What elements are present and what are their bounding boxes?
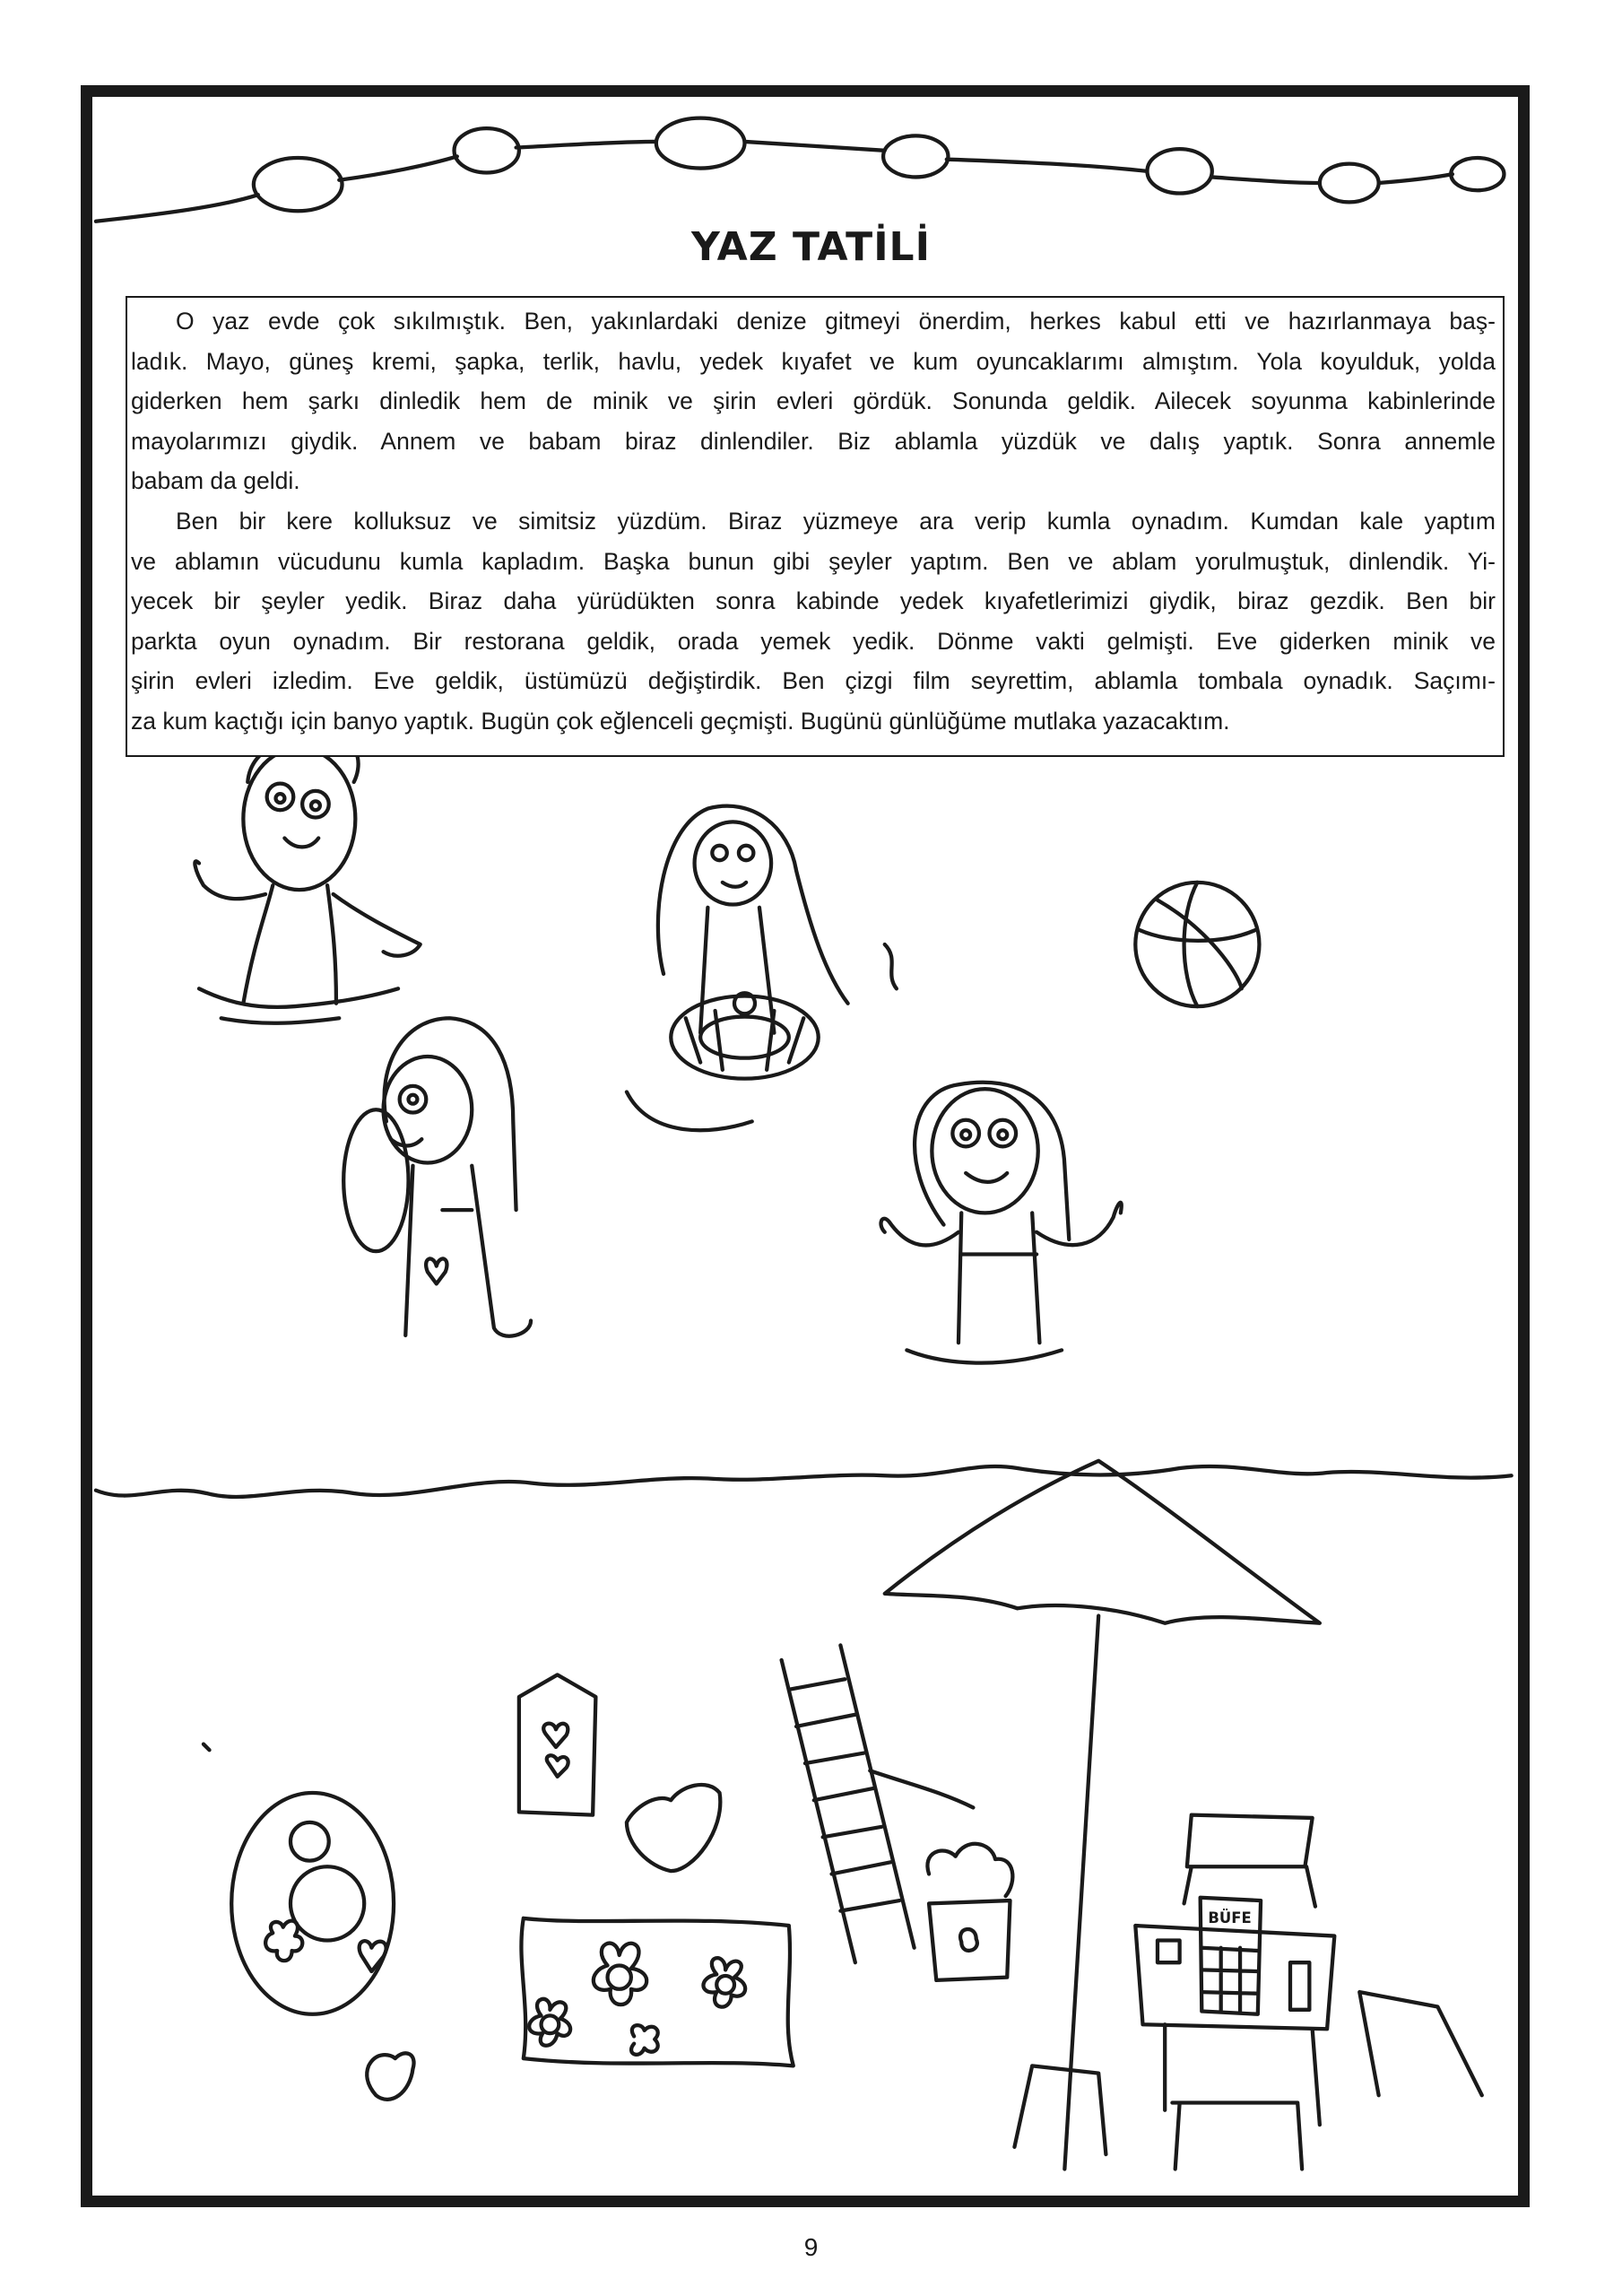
swimmer-girl-waving-drawing <box>881 1083 1122 1363</box>
story-line: O yaz evde çok sıkılmıştık. Ben, yakınlardaki denize gitmeyi önerdim, herkes kabul etti ve hazırlanmaya baş- <box>176 308 1496 335</box>
kiosk-drawing <box>1135 1898 1334 2125</box>
story-line: şirin evleri izledim. Eve geldik, üstümüzü değiştirdik. Ben çizgi film seyrettim, ablamla tombala oynadık. Saçımı- <box>131 667 1496 695</box>
shoreline-drawing <box>96 1466 1512 1497</box>
page-title: YAZ TATİLİ <box>691 224 931 270</box>
story-line: Ben bir kere kolluksuz ve simitsiz yüzdüm. Biraz yüzmeye ara verip kumla oynadım. Kumdan kale yaptım <box>176 507 1496 535</box>
story-line: yecek bir şeyler yedik. Biraz daha yürüdükten sonra kabinde yedek kıyafetlerimizi giydik, biraz gezdik. Ben bir <box>131 587 1496 615</box>
swimmer-boy-drawing <box>195 736 420 1023</box>
page-number: 9 <box>803 2233 819 2261</box>
story-line: mayolarımızı giydik. Annem ve babam biraz dinlendiler. Biz ablamla yüzdük ve dalış yaptık. Sonra annemle <box>131 427 1496 455</box>
girl-on-swim-ring-drawing <box>627 806 897 1131</box>
table-drawing <box>1184 1815 1315 1907</box>
story-line: ladık. Mayo, güneş kremi, şapka, terlik, havlu, yedek kıyafet ve kum oyuncaklarımı almıştım. Yola koyulduk, yolda <box>131 347 1496 375</box>
swim-ring-drawing <box>231 1793 394 2014</box>
seashell-drawing <box>367 2053 413 2100</box>
bead-garland-drawing <box>96 118 1505 222</box>
sun-lounger-drawing <box>782 1645 974 1962</box>
story-line: parkta oyun oynadım. Bir restorana geldik, orada yemek yedik. Dönme vakti gelmişti. Eve giderken minik ve <box>131 627 1496 655</box>
kiosk-sign-text: BÜFE <box>1208 1909 1252 1926</box>
story-line: babam da geldi. <box>131 467 300 495</box>
story-line: giderken hem şarkı dinledik hem de minik ve şirin evleri gördük. Sonunda geldik. Ailecek soyunma kabinlerinde <box>131 387 1496 415</box>
story-line: za kum kaçtığı için banyo yaptık. Bugün çok eğlenceli geçmişti. Bugünü günlüğüme mutlaka yazacaktım. <box>131 707 1230 735</box>
sandal-drawing <box>627 1785 720 1871</box>
chairs-drawing <box>1014 1992 1481 2169</box>
beach-ball-drawing <box>1135 883 1259 1006</box>
sunscreen-bottle-drawing <box>519 1674 596 1814</box>
sand-bucket-drawing <box>927 1844 1012 1980</box>
swimmer-girl-with-ring-drawing <box>343 1018 531 1335</box>
story-line: ve ablamın vücudunu kumla kapladım. Başka bunun gibi şeyler yaptım. Ben ve ablam yorulmuştuk, dinlendik. Yi- <box>131 547 1496 575</box>
dot-mark <box>204 1744 210 1751</box>
story-text-box <box>126 296 1505 757</box>
beach-towel-drawing <box>521 1918 793 2066</box>
